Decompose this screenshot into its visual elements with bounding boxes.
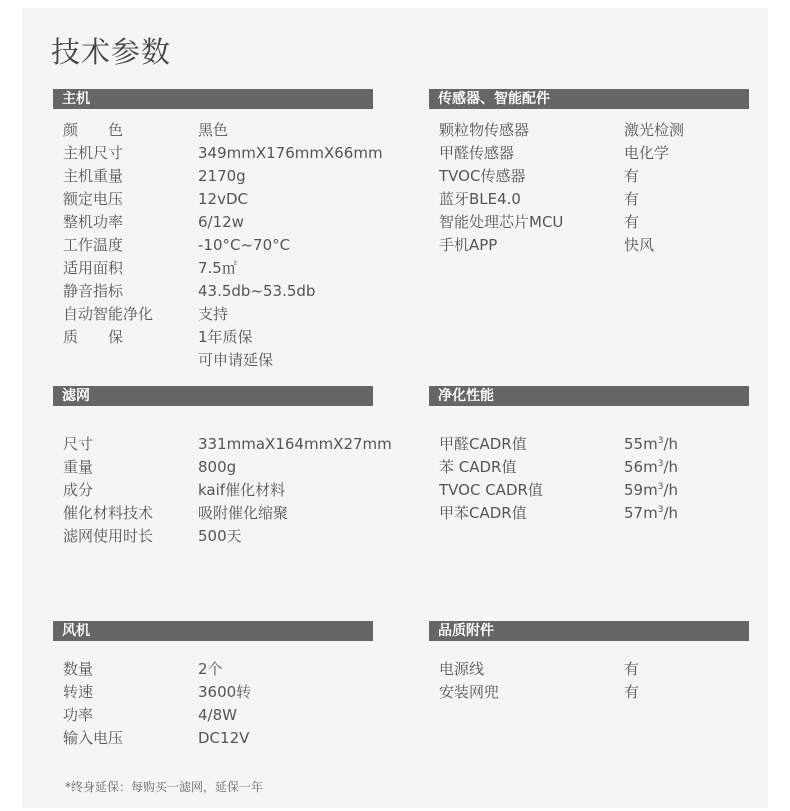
spec-key (63, 349, 198, 372)
spec-value: 有 (624, 167, 640, 185)
spec-row (439, 658, 749, 681)
spec-row (63, 704, 373, 727)
filter-spec-list (53, 433, 392, 548)
spec-value: 有 (624, 660, 640, 678)
spec-key: 主机重量 (63, 167, 124, 185)
spec-key: 颜 色 (63, 121, 124, 139)
spec-value: 有 (624, 213, 640, 231)
spec-row (63, 188, 373, 211)
spec-value: $57m^3/h$ (624, 504, 678, 522)
spec-row (439, 211, 749, 234)
section-header-accessories: 品质附件 (429, 621, 749, 641)
spec-value: 电化学 (624, 144, 670, 162)
section-header-filter: 滤网 (53, 386, 373, 406)
footnote: *终身延保：每购买一滤网，延保一年 (65, 780, 264, 794)
spec-key: 颗粒物传感器 (439, 121, 530, 139)
page-title: 技术参数 (51, 35, 172, 69)
spec-row (63, 658, 373, 681)
spec-key: 成分 (63, 481, 94, 499)
spec-row (439, 502, 749, 525)
spec-key: 整机功率 (63, 213, 124, 231)
section-sensors (429, 89, 749, 257)
spec-row (63, 525, 373, 548)
spec-key: 智能处理芯片MCU (439, 213, 564, 231)
spec-value: 2170g (198, 167, 246, 185)
spec-key: 额定电压 (63, 190, 124, 208)
spec-value: 349mmX176mmX66mm (198, 144, 383, 162)
spec-key: 工作温度 (63, 236, 124, 254)
spec-row (63, 456, 373, 479)
spec-key: 转速 (63, 683, 94, 701)
section-header-fan: 风机 (53, 621, 373, 641)
spec-key: 主机尺寸 (63, 144, 124, 162)
spec-row (63, 142, 383, 165)
section-fan (53, 621, 373, 750)
spec-row (439, 188, 749, 211)
spec-key: 催化材料技术 (63, 504, 154, 522)
spec-row (63, 433, 392, 456)
spec-row (439, 142, 749, 165)
spec-row (63, 165, 373, 188)
spec-value: 800g (198, 458, 237, 476)
spec-key: TVOC传感器 (439, 167, 526, 185)
spec-key: 重量 (63, 458, 94, 476)
spec-key: 滤网使用时长 (63, 527, 154, 545)
spec-value: 有 (624, 190, 640, 208)
section-host (53, 89, 383, 372)
spec-row (63, 303, 373, 326)
spec-row (63, 349, 373, 372)
spec-row (63, 257, 373, 280)
spec-row (439, 119, 749, 142)
spec-row (63, 280, 373, 303)
spec-row (439, 681, 749, 704)
spec-value: 支持 (198, 305, 229, 323)
accessories-spec-list (429, 658, 749, 704)
spec-key: 安装网兜 (439, 683, 500, 701)
spec-value: kaif催化材料 (198, 481, 286, 499)
purify-spec-list (429, 433, 749, 525)
spec-key: 功率 (63, 706, 94, 724)
section-header-purify: 净化性能 (429, 386, 749, 406)
spec-row (63, 119, 373, 142)
spec-row (63, 681, 373, 704)
sensors-spec-list (429, 119, 749, 257)
spec-value: 可申请延保 (198, 351, 274, 369)
spec-row (63, 727, 373, 750)
spec-value: 6/12w (198, 213, 244, 231)
spec-key: 适用面积 (63, 259, 124, 277)
spec-key: 自动智能净化 (63, 305, 154, 323)
spec-key: 静音指标 (63, 282, 124, 300)
spec-key: 甲苯CADR值 (439, 504, 527, 522)
spec-row (63, 502, 373, 525)
spec-value: -10°C~70°C (198, 236, 291, 254)
spec-key: TVOC CADR值 (439, 481, 543, 499)
spec-key: 手机APP (439, 236, 498, 254)
spec-value: $56m^3/h$ (624, 458, 678, 476)
spec-key: 苯 CADR值 (439, 458, 517, 476)
spec-key: 甲醛传感器 (439, 144, 515, 162)
section-filter (53, 386, 392, 548)
section-purify (429, 386, 749, 525)
spec-key: 甲醛CADR值 (439, 435, 527, 453)
spec-value: DC12V (198, 729, 250, 747)
section-header-host: 主机 (53, 89, 373, 109)
spec-row (63, 211, 373, 234)
spec-key: 电源线 (439, 660, 485, 678)
spec-value: 43.5db~53.5db (198, 282, 316, 300)
spec-value: 12vDC (198, 190, 248, 208)
spec-value: 吸附催化缩聚 (198, 504, 289, 522)
spec-row (63, 479, 373, 502)
spec-key: 尺寸 (63, 435, 94, 453)
spec-value: $59m^3/h$ (624, 481, 678, 499)
spec-key: 质 保 (63, 328, 124, 346)
spec-row (63, 326, 373, 349)
spec-value: 3600转 (198, 683, 252, 701)
section-header-sensors: 传感器、智能配件 (429, 89, 749, 109)
spec-value: 快风 (624, 236, 655, 254)
spec-key: 输入电压 (63, 729, 124, 747)
host-spec-list (53, 119, 383, 372)
spec-value: 4/8W (198, 706, 237, 724)
spec-value: 1年质保 (198, 328, 253, 346)
fan-spec-list (53, 658, 373, 750)
spec-value: 黑色 (198, 121, 229, 139)
spec-row (439, 165, 749, 188)
spec-value: 有 (624, 683, 640, 701)
spec-row (63, 234, 373, 257)
section-accessories (429, 621, 749, 704)
spec-row (439, 456, 749, 479)
spec-row (439, 433, 749, 456)
spec-value: 331mmaX164mmX27mm (198, 435, 392, 453)
spec-value: $55m^3/h$ (624, 435, 678, 453)
spec-key: 蓝牙BLE4.0 (439, 190, 521, 208)
spec-row (439, 234, 749, 257)
spec-value: 7.5㎡ (198, 259, 237, 277)
spec-value: 2个 (198, 660, 223, 678)
spec-row (439, 479, 749, 502)
spec-value: 激光检测 (624, 121, 685, 139)
spec-key: 数量 (63, 660, 94, 678)
spec-value: 500天 (198, 527, 242, 545)
